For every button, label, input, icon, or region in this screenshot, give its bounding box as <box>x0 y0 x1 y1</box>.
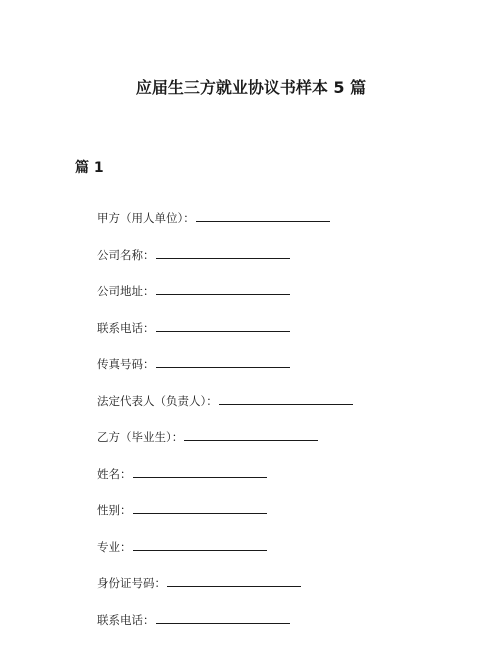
field-gender <box>97 500 353 537</box>
blank-line <box>156 355 290 368</box>
field-company-address <box>97 281 353 318</box>
field-party-b <box>97 427 353 464</box>
field-label: 性别： <box>97 503 132 517</box>
blank-line <box>156 246 290 259</box>
field-label: 联系电话： <box>97 612 155 627</box>
field-fax <box>97 354 353 391</box>
field-label: 公司名称： <box>97 247 155 262</box>
field-name <box>97 464 353 501</box>
blank-line <box>133 465 267 478</box>
field-label: 公司地址： <box>97 284 155 298</box>
field-party-a <box>97 208 353 245</box>
section-heading: 篇 1 <box>75 160 104 176</box>
field-label: 联系电话： <box>97 320 155 335</box>
field-label: 法定代表人（负责人）： <box>97 393 218 408</box>
blank-line <box>156 282 290 295</box>
field-label: 专业： <box>97 539 132 554</box>
field-major <box>97 537 353 574</box>
blank-line <box>156 319 290 332</box>
blank-line <box>133 538 267 551</box>
field-label: 甲方（用人单位）： <box>97 211 195 225</box>
document-title: 应届生三方就业协议书样本 5 篇 <box>135 78 367 97</box>
blank-line <box>156 611 290 624</box>
blank-line <box>133 501 267 514</box>
field-company-name <box>97 245 353 282</box>
field-student-phone <box>97 610 353 647</box>
field-label: 乙方（毕业生）： <box>97 430 184 444</box>
field-label: 姓名： <box>97 466 132 481</box>
blank-line <box>167 574 301 587</box>
blank-line <box>219 392 353 405</box>
field-id-number <box>97 573 353 610</box>
field-label: 传真号码： <box>97 357 155 371</box>
field-legal-rep <box>97 391 353 428</box>
blank-line <box>184 428 318 441</box>
field-company-phone <box>97 318 353 355</box>
form-field-list <box>97 208 353 646</box>
field-label: 身份证号码： <box>97 576 166 590</box>
blank-line <box>196 209 330 222</box>
